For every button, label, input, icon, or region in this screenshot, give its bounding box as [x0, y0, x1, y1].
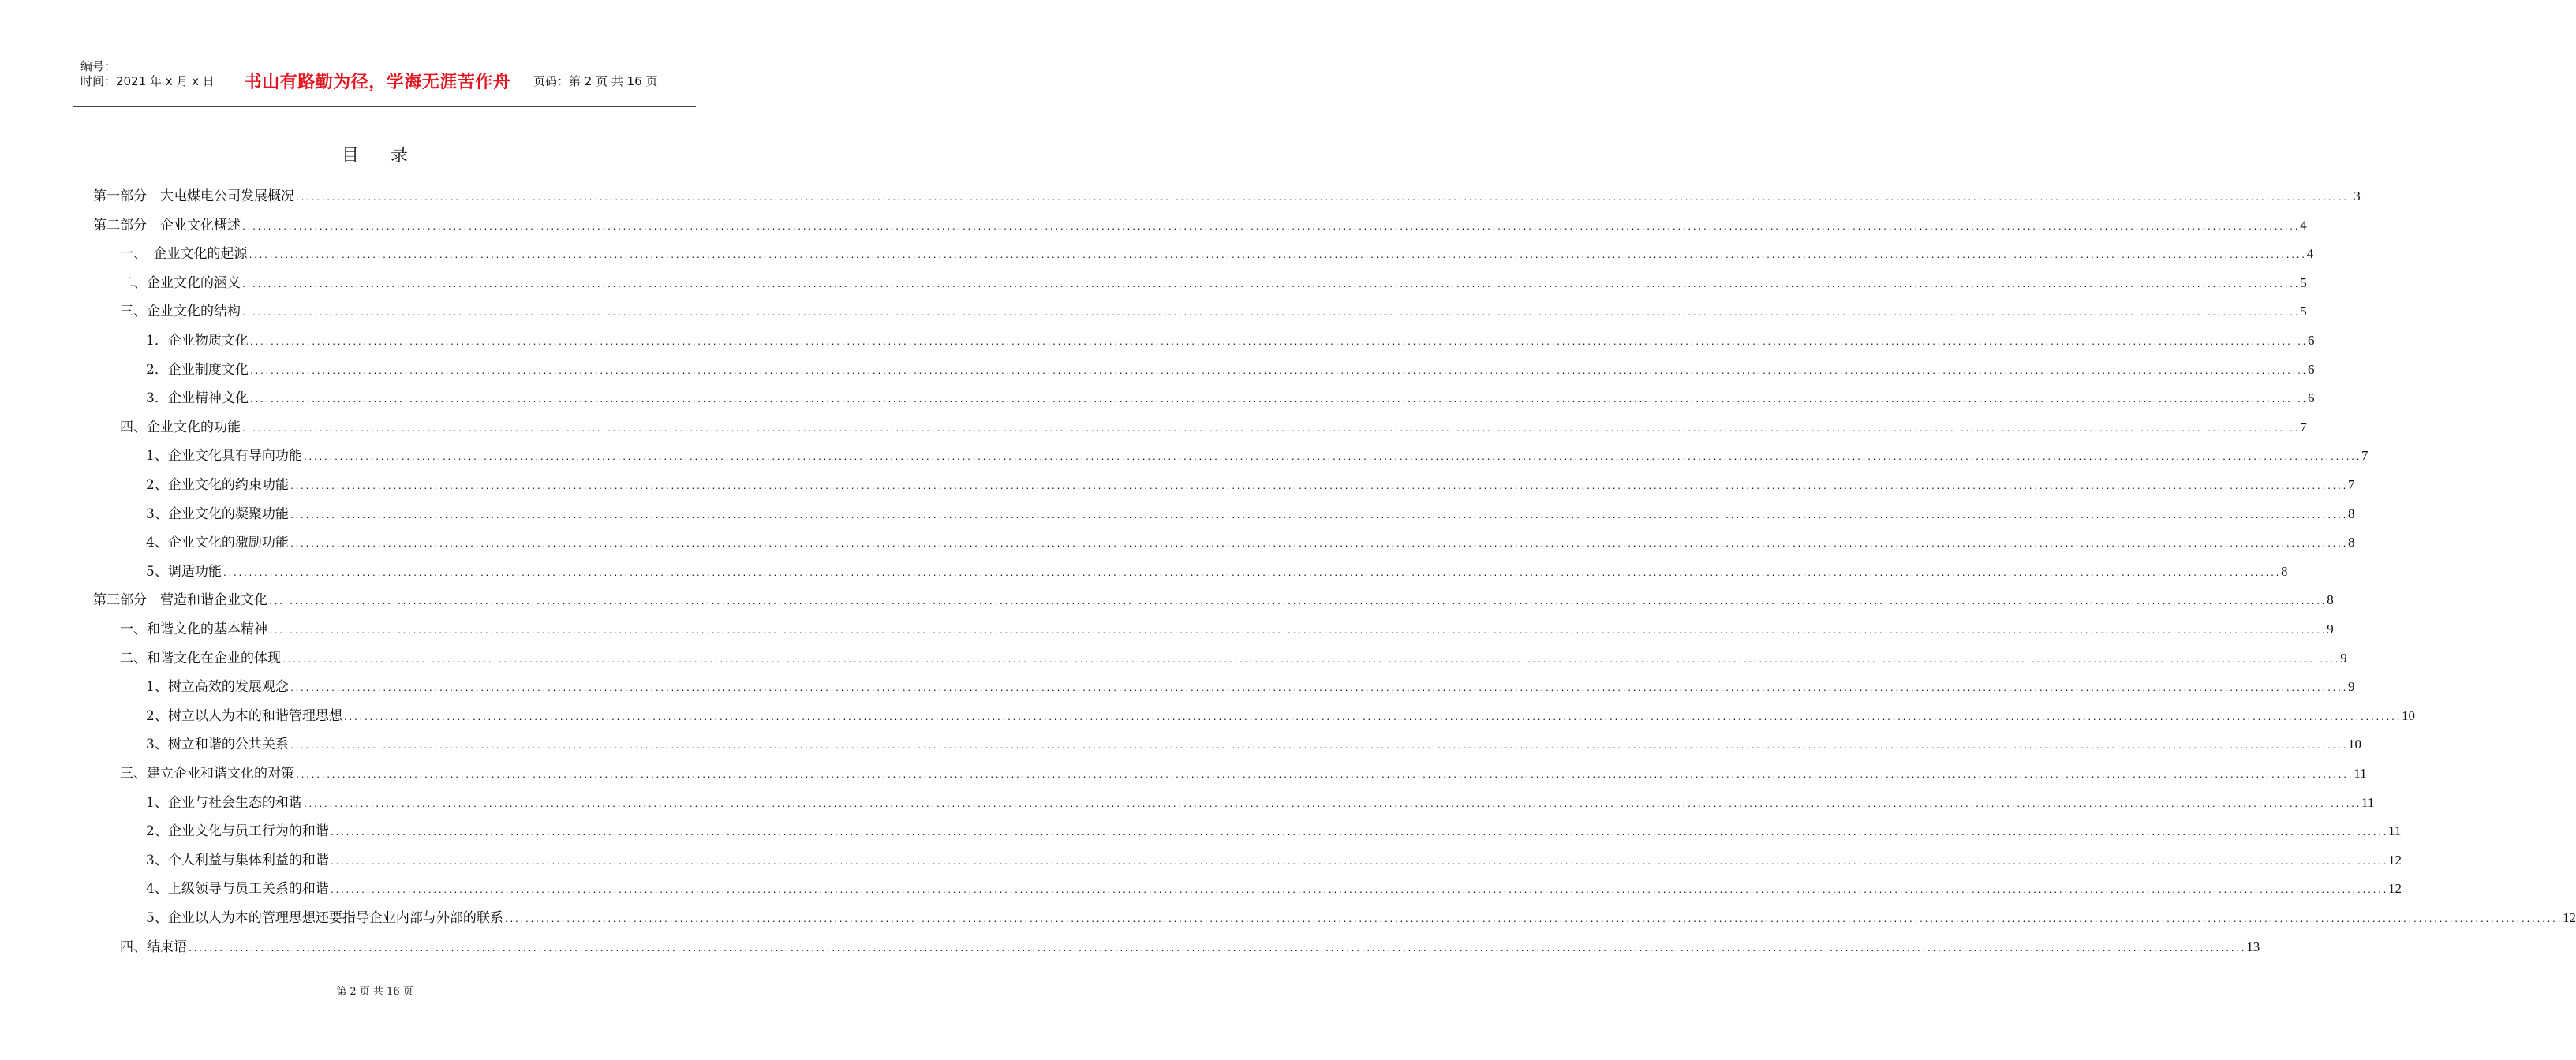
toc-leader-dots: ................................................................................................................................................................................................................................................................................................................................................................................................................: [248, 252, 2306, 261]
toc-entry[interactable]: [120, 928, 2260, 956]
toc-entry[interactable]: [120, 292, 2307, 320]
toc-leader-dots: ................................................................................................................................................................................................................................................................................................................................................................................................................: [289, 742, 2348, 752]
toc-leader-dots: ................................................................................................................................................................................................................................................................................................................................................................................................................: [295, 771, 2354, 780]
toc-entry-label: 二、和谐文化在企业的体现: [120, 650, 281, 666]
toc-entry-page: 8: [2281, 563, 2288, 579]
header-meta-cell: [73, 54, 230, 106]
header-time-label: 时间：2021 年 x 月 x 日: [80, 74, 215, 88]
toc-entry[interactable]: [120, 408, 2307, 436]
toc-leader-dots: ................................................................................................................................................................................................................................................................................................................................................................................................................: [268, 627, 2327, 636]
toc-entry-page: 9: [2340, 650, 2347, 666]
toc-entry-page: 4: [2306, 246, 2314, 262]
toc-entry[interactable]: [146, 436, 2368, 465]
toc-entry[interactable]: [146, 841, 2402, 869]
toc-entry-page: 11: [2354, 766, 2367, 781]
toc-entry-page: 7: [2300, 419, 2307, 435]
toc-entry-label: 5、调适功能: [146, 563, 222, 580]
toc-leader-dots: ................................................................................................................................................................................................................................................................................................................................................................................................................: [241, 424, 2300, 434]
toc-leader-dots: ................................................................................................................................................................................................................................................................................................................................................................................................................: [503, 916, 2563, 924]
toc-entry-page: 11: [2388, 823, 2402, 839]
toc-entry[interactable]: [146, 725, 2362, 753]
toc-entry-label: 2、企业文化与员工行为的和谐: [146, 823, 329, 840]
toc-entry[interactable]: [146, 379, 2315, 407]
toc-leader-dots: ................................................................................................................................................................................................................................................................................................................................................................................................................: [241, 309, 2300, 319]
toc-entry-label: 3、企业文化的凝聚功能: [146, 506, 289, 522]
toc-entry[interactable]: [146, 465, 2355, 494]
toc-leader-dots: ................................................................................................................................................................................................................................................................................................................................................................................................................: [289, 685, 2348, 694]
toc-entry[interactable]: [146, 812, 2402, 840]
toc-leader-dots: ................................................................................................................................................................................................................................................................................................................................................................................................................: [302, 800, 2361, 809]
toc-entry-page: 9: [2348, 679, 2355, 695]
toc-entry-label: 4、上级领导与员工关系的和谐: [146, 881, 329, 898]
toc-entry-page: 10: [2402, 707, 2416, 723]
header-number-label: 编号：: [80, 59, 117, 73]
toc-entry-page: 5: [2300, 304, 2307, 319]
toc-entry[interactable]: [146, 783, 2375, 812]
toc-entry-label: 3、树立和谐的公共关系: [146, 737, 289, 753]
toc-entry-page: 13: [2246, 939, 2260, 954]
toc-entry-label: 三、建立企业和谐文化的对策: [120, 766, 294, 782]
toc-entry[interactable]: [146, 667, 2355, 696]
page-footer: 第 2 页 共 16 页: [336, 986, 413, 998]
toc-entry[interactable]: [146, 350, 2315, 379]
toc-leader-dots: ................................................................................................................................................................................................................................................................................................................................................................................................................: [289, 540, 2348, 550]
toc-entry[interactable]: [146, 552, 2288, 580]
toc-entry-label: 1、企业与社会生态的和谐: [146, 794, 302, 811]
toc-entry-label: 一、 企业文化的起源: [120, 246, 248, 263]
toc-entry[interactable]: [93, 580, 2334, 609]
toc-entry-page: 12: [2563, 910, 2576, 925]
toc-entry-label: 3、个人利益与集体利益的和谐: [146, 852, 329, 868]
toc-entry-label: 四、企业文化的功能: [120, 419, 241, 435]
toc-entry[interactable]: [120, 610, 2334, 638]
toc-entry[interactable]: [146, 869, 2402, 898]
toc-entry[interactable]: [120, 234, 2314, 263]
toc-entry-page: 7: [2361, 448, 2368, 464]
toc-entry[interactable]: [120, 639, 2347, 667]
toc-entry-label: 2、树立以人为本的和谐管理思想: [146, 707, 342, 724]
toc-title: 目录: [341, 146, 439, 166]
toc-entry-page: 8: [2327, 592, 2334, 608]
toc-entry-page: 5: [2300, 274, 2307, 290]
toc-leader-dots: ................................................................................................................................................................................................................................................................................................................................................................................................................: [329, 886, 2388, 896]
toc-entry-page: 7: [2348, 477, 2355, 492]
toc-entry[interactable]: [146, 523, 2355, 551]
toc-leader-dots: ................................................................................................................................................................................................................................................................................................................................................................................................................: [302, 453, 2361, 463]
toc-leader-dots: ................................................................................................................................................................................................................................................................................................................................................................................................................: [249, 338, 2308, 347]
toc-leader-dots: ................................................................................................................................................................................................................................................................................................................................................................................................................: [268, 598, 2327, 607]
header-page-label: 页码：第 2 页 共 16 页: [533, 73, 658, 88]
toc-entry-page: 8: [2348, 506, 2355, 521]
toc-leader-dots: ................................................................................................................................................................................................................................................................................................................................................................................................................: [329, 857, 2388, 867]
toc-entry-label: 1、树立高效的发展观念: [146, 679, 289, 696]
toc-entry-label: 四、结束语: [120, 939, 187, 955]
toc-entry-page: 11: [2361, 794, 2375, 810]
toc-entry[interactable]: [93, 206, 2307, 234]
toc-entry-label: 3．企业精神文化: [146, 390, 249, 407]
toc-entry-label: 4、企业文化的激励功能: [146, 535, 289, 551]
toc-leader-dots: ................................................................................................................................................................................................................................................................................................................................................................................................................: [222, 569, 2281, 578]
toc-leader-dots: ................................................................................................................................................................................................................................................................................................................................................................................................................: [295, 194, 2354, 203]
toc-leader-dots: ................................................................................................................................................................................................................................................................................................................................................................................................................: [342, 713, 2402, 722]
toc-entry-label: 1、企业文化具有导向功能: [146, 448, 302, 465]
toc-entry[interactable]: [146, 495, 2355, 523]
toc-entry-label: 2、企业文化的约束功能: [146, 477, 289, 493]
toc-entry[interactable]: [120, 263, 2307, 292]
header-page-cell: [525, 54, 696, 106]
header-motto-cell: [230, 54, 525, 106]
toc-entry-page: 4: [2300, 217, 2307, 233]
toc-entry-label: 一、和谐文化的基本精神: [120, 621, 267, 637]
toc-entry-page: 6: [2308, 361, 2315, 377]
toc-entry-page: 6: [2308, 333, 2315, 348]
toc-leader-dots: ................................................................................................................................................................................................................................................................................................................................................................................................................: [289, 483, 2348, 491]
toc-entry[interactable]: [146, 898, 2576, 927]
toc-entry[interactable]: [146, 696, 2416, 725]
toc-leader-dots: ................................................................................................................................................................................................................................................................................................................................................................................................................: [241, 280, 2300, 289]
toc-leader-dots: ................................................................................................................................................................................................................................................................................................................................................................................................................: [241, 222, 2300, 232]
page-header: [73, 54, 696, 107]
toc-leader-dots: ................................................................................................................................................................................................................................................................................................................................................................................................................: [249, 367, 2308, 376]
toc-entry-page: 12: [2388, 852, 2402, 868]
toc-entry-page: 10: [2348, 737, 2362, 752]
toc-entry-page: 8: [2348, 535, 2355, 551]
toc-entry[interactable]: [146, 321, 2315, 349]
toc-entry-label: 第二部分 企业文化概述: [93, 217, 241, 233]
toc-entry-label: 5、企业以人为本的管理思想还要指导企业内部与外部的联系: [146, 910, 503, 926]
toc-leader-dots: ................................................................................................................................................................................................................................................................................................................................................................................................................: [289, 511, 2348, 521]
toc-leader-dots: ................................................................................................................................................................................................................................................................................................................................................................................................................: [329, 829, 2388, 838]
toc-entry-label: 第三部分 营造和谐企业文化: [93, 592, 267, 609]
toc-entry-label: 2．企业制度文化: [146, 361, 249, 378]
toc-entry-page: 3: [2354, 188, 2361, 203]
toc-entry-label: 第一部分 大屯煤电公司发展概况: [93, 188, 294, 204]
toc-entry-label: 三、企业文化的结构: [120, 304, 241, 320]
toc-entry-page: 6: [2308, 390, 2315, 406]
toc-leader-dots: ................................................................................................................................................................................................................................................................................................................................................................................................................: [282, 655, 2340, 665]
toc-leader-dots: ................................................................................................................................................................................................................................................................................................................................................................................................................: [188, 944, 2246, 954]
header-motto: 书山有路勤为径，学海无涯苦作舟: [244, 72, 511, 92]
toc-entry[interactable]: [120, 754, 2367, 782]
toc-entry-label: 二、企业文化的涵义: [120, 274, 241, 291]
toc-entry[interactable]: [93, 177, 2361, 205]
toc-entry-page: 9: [2327, 621, 2334, 636]
toc-leader-dots: ................................................................................................................................................................................................................................................................................................................................................................................................................: [249, 396, 2308, 405]
toc-entry-page: 12: [2388, 881, 2402, 897]
toc-entry-label: 1．企业物质文化: [146, 333, 249, 349]
